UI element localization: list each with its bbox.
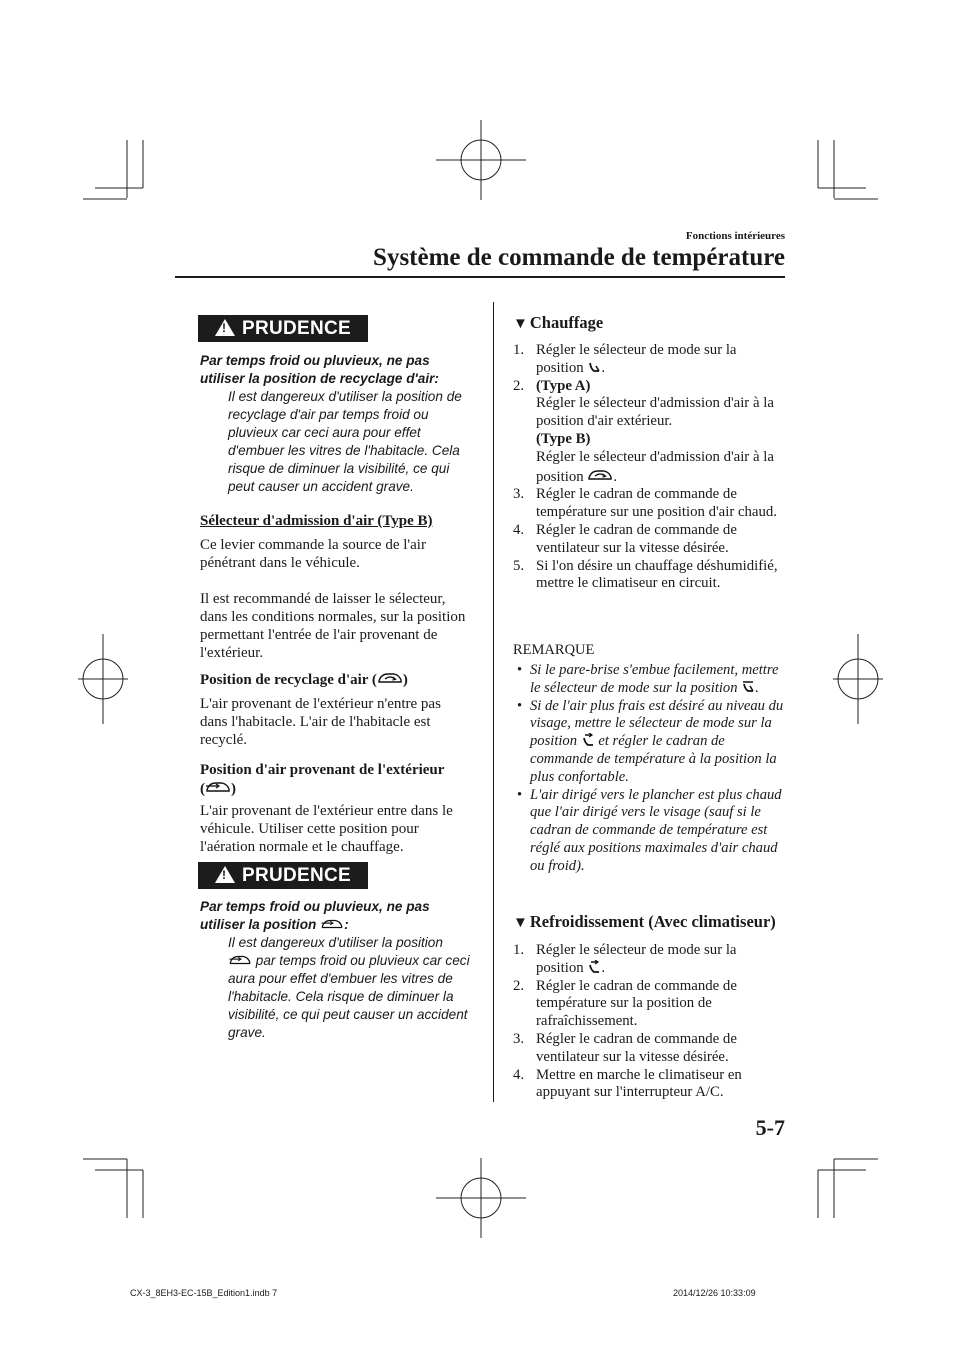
heating-list	[513, 342, 783, 593]
triangle-down-icon: ▼	[513, 316, 528, 332]
list-item: 1. Régler le sélecteur de mode sur la position .	[513, 342, 737, 376]
list-item: 3. Régler le cadran de commande de température sur une position d'air chaud.	[513, 486, 777, 521]
footer-file: CX-3_8EH3-EC-15B_Edition1.indb 7	[130, 1288, 278, 1298]
air-recirculation-icon	[377, 670, 403, 686]
selector-paragraph: Ce levier commande la source de l'air pénétrant dans le véhicule.	[200, 537, 426, 571]
outside-heading: Position d'air provenant de l'extérieur	[200, 762, 445, 778]
heating-heading: ▼ Chauffage	[513, 313, 604, 332]
list-item: • Si de l'air plus frais est désiré au niveau du visage, mettre le sélecteur de mode sur la position et régler le cadran de commande de température à la position la plus confortable.	[517, 697, 784, 785]
recirc-heading: Position de recyclage d'air ( )	[200, 672, 408, 688]
list-item: 3. Régler le cadran de commande de ventilateur sur la vitesse désirée.	[513, 1030, 737, 1065]
air-recirculation-icon	[587, 467, 613, 483]
column-divider	[493, 302, 494, 1102]
list-item: • Si le pare-brise s'embue facilement, mettre le sélecteur de mode sur la position .	[517, 662, 779, 696]
list-item: 5. Si l'on désire un chauffage déshumidifié, mettre le climatiseur en circuit.	[513, 557, 778, 592]
note-list	[513, 662, 788, 876]
face-floor-vent-icon	[587, 960, 601, 974]
triangle-down-icon: ▼	[513, 915, 528, 931]
warning-icon	[215, 866, 235, 883]
header-rule	[175, 276, 785, 278]
note-title: REMARQUE	[513, 642, 595, 658]
caution-heading-2: Par temps froid ou pluvieux, ne pas utiliser la position :	[200, 899, 430, 932]
list-item: 1. Régler le sélecteur de mode sur la position .	[513, 942, 737, 976]
warning-icon	[215, 319, 235, 336]
list-item: • L'air dirigé vers le plancher est plus chaud que l'air dirigé vers le visage (sauf si le cadran de commande de température est réglé aux positions maximales d'air chaud ou froid).	[517, 786, 782, 874]
caution-text-2-line1: Il est dangereux d'utiliser la position	[228, 935, 443, 950]
caution-badge: ! PRUDENCE	[198, 315, 368, 342]
selector-recommendation: Il est recommandé de laisser le sélecteur, dans les conditions normales, sur la position permettant l'entrée de l'air provenant de l'extérieur.	[200, 591, 466, 661]
caution-badge-2: ! PRUDENCE	[198, 862, 368, 889]
page-number: 5-7	[755, 1115, 785, 1140]
selector-heading: Sélecteur d'admission d'air (Type B)	[200, 513, 433, 529]
section-label: Fonctions intérieures	[685, 230, 785, 242]
caution-heading: Par temps froid ou pluvieux, ne pas utiliser la position de recyclage d'air:	[200, 353, 439, 386]
list-item: 4. Régler le cadran de commande de ventilateur sur la vitesse désirée.	[513, 521, 737, 556]
outside-text: L'air provenant de l'extérieur entre dans le véhicule. Utiliser cette position pour l'aération normale et le chauffage.	[200, 803, 453, 855]
floor-vent-icon	[587, 360, 601, 374]
face-floor-vent-icon	[581, 733, 595, 747]
cooling-list	[513, 942, 783, 1102]
outside-air-icon	[320, 917, 344, 931]
caution-text-2: par temps froid ou pluvieux car ceci aura pour effet d'embuer les vitres de l'habitacle. Cela risque de diminuer la visibilité, ce qui peut causer un accident grave.	[228, 953, 470, 1040]
list-item: 4. Mettre en marche le climatiseur en appuyant sur l'interrupteur A/C.	[513, 1066, 742, 1101]
footer-timestamp: 2014/12/26 10:33:09	[673, 1288, 756, 1298]
outside-heading-icon-line: ( )	[200, 781, 236, 797]
caution-text: Il est dangereux d'utiliser la position de recyclage d'air par temps froid ou pluvieux car ceci aura pour effet d'embuer les vitres de l'habitacle. Cela risque de diminuer la visibilité, ce qui peut causer un accident grave.	[228, 389, 462, 494]
floor-defrost-icon	[741, 680, 755, 694]
cooling-heading: ▼ Refroidissement (Avec climatiseur)	[513, 912, 776, 931]
list-item: 2. Régler le cadran de commande de température sur la position de rafraîchissement.	[513, 977, 737, 1030]
recirc-text: L'air provenant de l'extérieur n'entre pas dans l'habitacle. L'air de l'habitacle est recyclé.	[200, 696, 441, 748]
outside-air-icon	[205, 779, 231, 795]
page-title: Système de commande de température	[373, 244, 785, 271]
list-item: 2. (Type A) Régler le sélecteur d'admission d'air à la position d'air extérieur. (Type B) Régler le sélecteur d'admission d'air à la position .	[513, 377, 774, 485]
outside-air-icon	[228, 953, 252, 967]
